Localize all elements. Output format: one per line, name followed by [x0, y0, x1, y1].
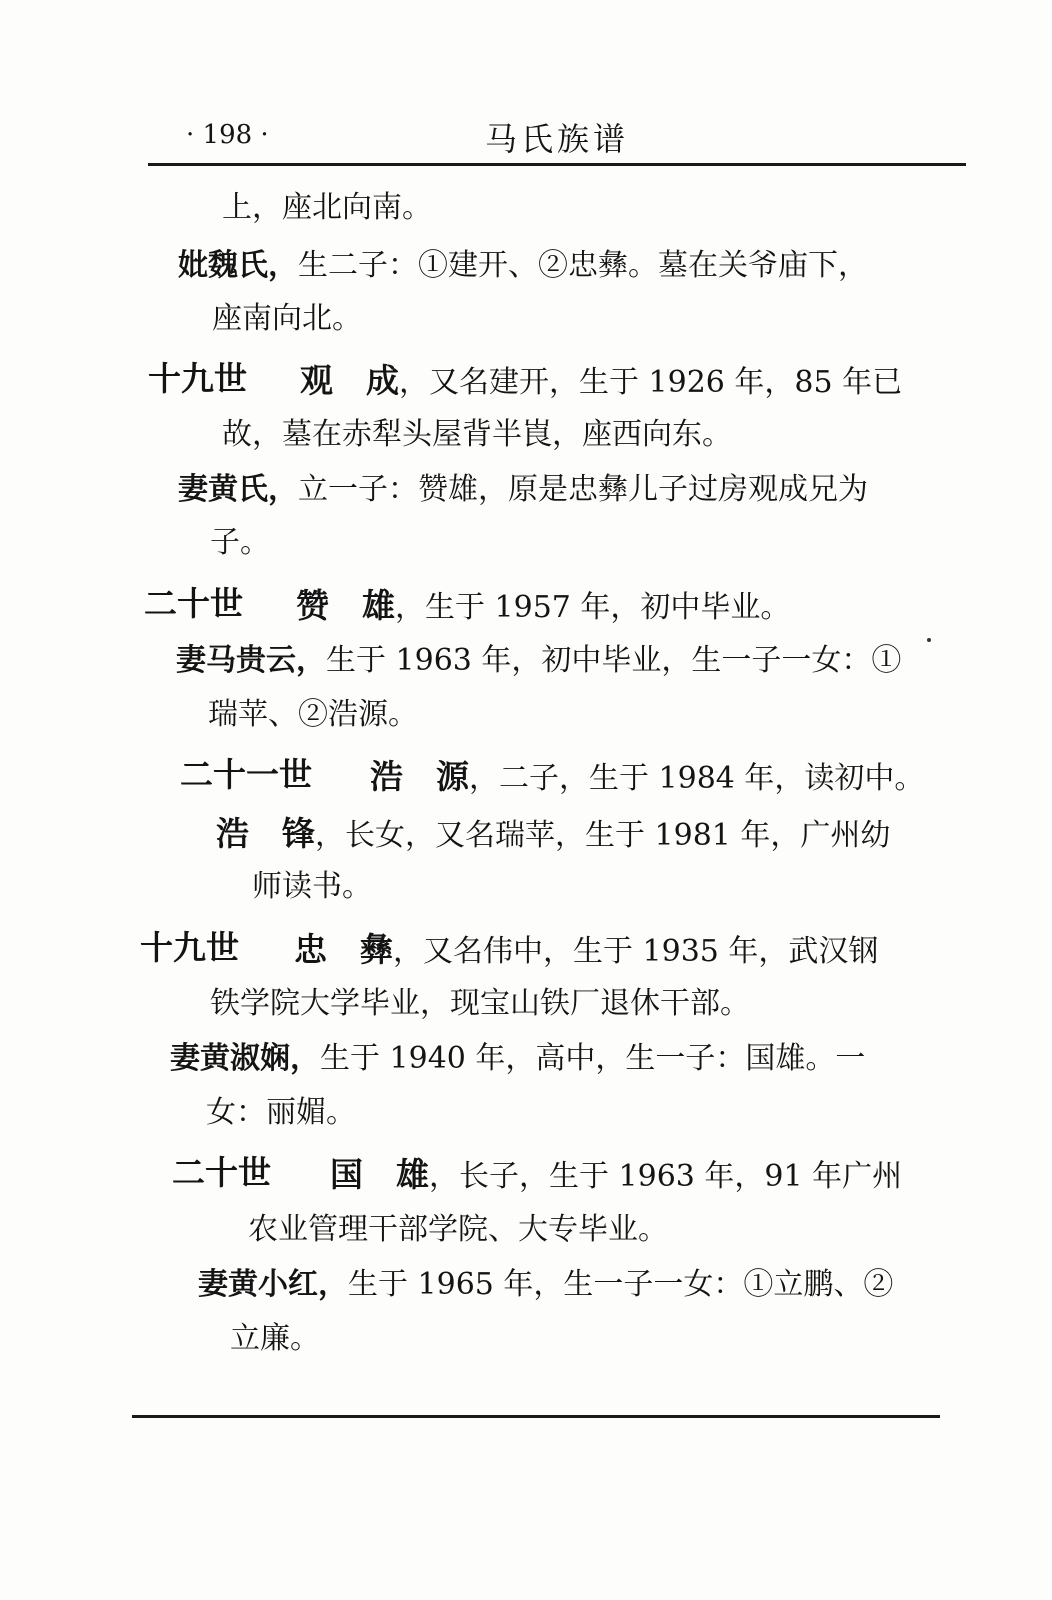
text-line: 立廉。	[230, 1321, 320, 1356]
entry-name: 妻马贵云，	[176, 643, 326, 678]
text-line: 上，座北向南。	[222, 190, 432, 225]
entry-text: ，二子，生于 1984 年，读初中。	[469, 761, 925, 796]
entry-name: 忠 彝	[294, 930, 393, 969]
entry-name: 观 成	[300, 361, 399, 400]
entry-name: 妣魏氏，	[178, 248, 298, 283]
generation-label: 二十一世	[180, 755, 312, 794]
page-header-title: 马氏族谱	[485, 120, 630, 158]
entry-name: 浩 源	[370, 757, 469, 796]
entry-name: 妻黄小红，	[198, 1267, 348, 1302]
generation-label: 二十世	[172, 1153, 271, 1192]
footer-rule	[132, 1415, 940, 1418]
generation-label: 十九世	[148, 359, 247, 398]
entry-text: ，又名伟中，生于 1935 年，武汉钢	[393, 934, 879, 969]
entry-name: 赞 雄	[296, 586, 395, 625]
entry-text: ，长子，生于 1963 年，91 年广州	[429, 1159, 903, 1194]
speck	[927, 638, 931, 642]
text-line: 铁学院大学毕业，现宝山铁厂退休干部。	[210, 986, 750, 1021]
text-line: 瑞苹、②浩源。	[208, 697, 418, 732]
text-line: 座南向北。	[212, 301, 362, 336]
entry-name: 妻黄淑娴，	[170, 1041, 320, 1076]
entry-wife-huang-xiaohong	[198, 1267, 894, 1302]
entry-wife-huang-shuxian	[170, 1041, 866, 1076]
entry-name: 妻黄氏，	[178, 472, 298, 507]
entry-name: 国 雄	[330, 1155, 429, 1194]
page-number: · 198 ·	[186, 120, 269, 150]
generation-label: 十九世	[140, 928, 239, 967]
entry-text: 生于 1963 年，初中毕业，生一子一女：①	[326, 643, 902, 678]
entry-name: 浩 锋	[216, 814, 315, 853]
header-rule	[148, 163, 966, 166]
entry-wife-wei	[178, 248, 868, 283]
entry-wife-huang	[178, 472, 868, 507]
entry-text: 立一子：赞雄，原是忠彝儿子过房观成兄为	[298, 472, 868, 507]
text-line: 女：丽媚。	[206, 1095, 356, 1130]
entry-zhongyi	[294, 930, 879, 969]
entry-text: ，长女，又名瑞苹，生于 1981 年，广州幼	[315, 818, 891, 853]
entry-text: 生于 1965 年，生一子一女：①立鹏、②	[348, 1267, 894, 1302]
entry-haoyuan	[370, 757, 925, 796]
entry-text: ，生于 1957 年，初中毕业。	[395, 590, 791, 625]
text-line: 故，墓在赤犁头屋背半崀，座西向东。	[222, 417, 732, 452]
text-line: 子。	[210, 525, 270, 560]
entry-guancheng	[300, 361, 903, 400]
entry-haofeng	[216, 814, 891, 853]
text-line: 师读书。	[252, 869, 372, 904]
entry-text: 生二子：①建开、②忠彝。墓在关爷庙下，	[298, 248, 868, 283]
generation-label: 二十世	[144, 584, 243, 623]
entry-text: ，又名建开，生于 1926 年，85 年已	[399, 365, 903, 400]
entry-zanxiong	[296, 586, 791, 625]
text-line: 农业管理干部学院、大专毕业。	[248, 1212, 668, 1247]
entry-wife-ma	[176, 643, 902, 678]
entry-text: 生于 1940 年，高中，生一子：国雄。一	[320, 1041, 866, 1076]
entry-guoxiong	[330, 1155, 903, 1194]
